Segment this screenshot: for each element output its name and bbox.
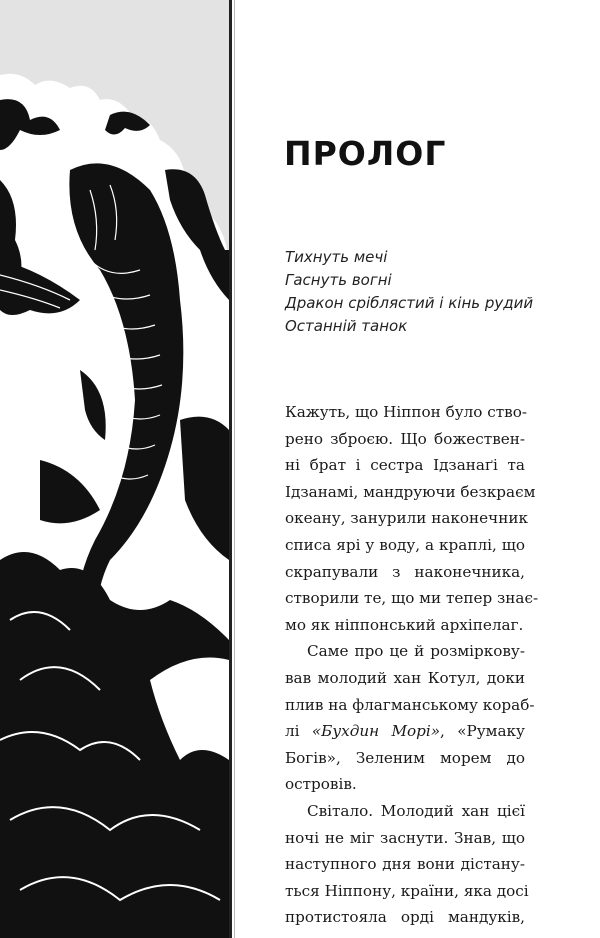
koi-fish-illustration [0, 0, 229, 938]
text-line: Кажуть, що Ніппон було ство- [285, 403, 528, 421]
text-line: протистояла орді мандуків, [285, 908, 525, 927]
epigraph-poem [285, 246, 533, 338]
text-line: мо як ніппонський архіпелаг. [285, 615, 524, 634]
paragraph-2 [285, 638, 535, 798]
text-line: списа ярі у воду, а краплі, що [285, 535, 525, 554]
paragraph-3 [285, 798, 529, 931]
text-line: вав молодий хан Котул, доки [285, 668, 525, 687]
chapter-title: ПРОЛОГ [284, 134, 447, 173]
ship-name: «Бухдин Морі» [311, 722, 441, 741]
text-line: ться Ніппону, країни, яка досі [285, 881, 529, 900]
text-line: ні брат і сестра Ідзанаґі та [285, 456, 525, 475]
text-line: скрапували з наконечника, [285, 562, 525, 581]
page-divider [229, 0, 232, 938]
text-line: Богів», Зеленим морем до [285, 748, 525, 767]
text-line: плив на флагманському кораб- [285, 695, 535, 714]
text-line: наступного дня вони дістану- [285, 855, 525, 874]
poem-line: Тихнуть мечі [285, 248, 388, 266]
body-text [285, 399, 539, 931]
poem-line: Дракон сріблястий і кінь рудий [285, 294, 534, 312]
text-line: Саме про це й розміркову- [307, 642, 525, 661]
text-line [285, 718, 525, 745]
poem-line: Гаснуть вогні [285, 271, 392, 289]
koi-wave-illustration [0, 0, 229, 938]
paragraph-1 [285, 399, 539, 638]
text-line: ночі не міг заснути. Знав, що [285, 828, 525, 847]
poem-line: Останній танок [285, 317, 408, 335]
text-line: островів. [285, 775, 357, 794]
text-line: створили те, що ми тепер знає- [285, 589, 539, 608]
text-segment: , «Румаку [440, 722, 525, 741]
text-line: рено зброєю. Що божествен- [285, 429, 525, 448]
page-divider-thin [234, 0, 235, 938]
text-segment: лі [285, 722, 312, 741]
text-line: океану, занурили наконечник [285, 509, 528, 528]
text-line: Світало. Молодий хан цієї [307, 801, 525, 820]
text-line: Ідзанамі, мандруючи безкраєм [285, 482, 536, 501]
